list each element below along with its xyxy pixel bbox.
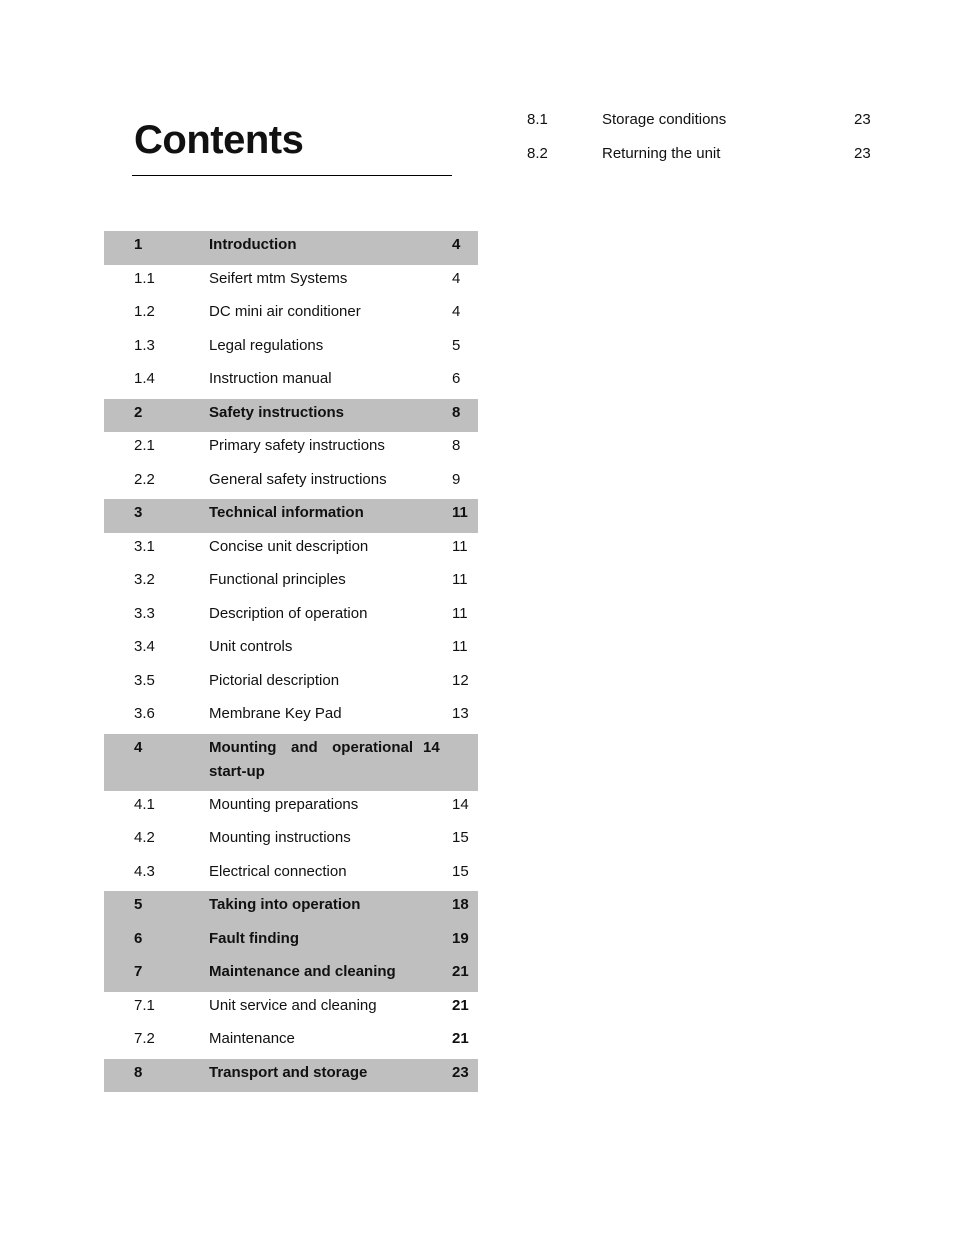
toc-number: 3.5: [134, 671, 155, 689]
toc-number: 1.4: [134, 370, 155, 387]
toc-label: Technical information: [209, 504, 364, 521]
toc-page: 18: [452, 896, 469, 913]
toc-page: 14: [423, 738, 440, 756]
toc-label: Electrical connection: [209, 862, 347, 880]
toc-number: 1.2: [134, 303, 155, 320]
toc-label: Taking into operation: [209, 896, 361, 913]
toc-number: 6: [134, 929, 143, 947]
toc-label: Maintenance: [209, 1030, 295, 1047]
table-of-contents-left: [104, 231, 478, 1092]
toc-row[interactable]: [104, 600, 478, 634]
toc-row[interactable]: [104, 992, 478, 1026]
toc-number: 7.1: [134, 996, 155, 1014]
toc-page: 13: [452, 705, 469, 722]
toc-page: 14: [452, 795, 469, 813]
toc-page: 21: [452, 1030, 469, 1047]
toc-row-chapter[interactable]: [104, 925, 478, 959]
page-title: Contents: [134, 118, 304, 162]
toc-page: 8: [452, 437, 461, 454]
toc-number: 3.3: [134, 604, 155, 622]
toc-number: 3: [134, 504, 143, 521]
toc-row-chapter[interactable]: [104, 891, 478, 925]
toc-label: Storage conditions: [602, 111, 727, 128]
toc-page: 11: [452, 638, 468, 655]
toc-row[interactable]: [104, 332, 478, 366]
toc-page: 21: [452, 996, 469, 1014]
toc-label: Introduction: [209, 236, 297, 253]
toc-page: 4: [452, 236, 461, 253]
toc-page: 4: [452, 269, 461, 287]
toc-row[interactable]: [104, 633, 478, 667]
toc-page: 23: [452, 1063, 469, 1081]
toc-number: 8.1: [527, 111, 548, 128]
toc-row[interactable]: [497, 140, 877, 174]
toc-row[interactable]: [104, 298, 478, 332]
toc-row[interactable]: [104, 700, 478, 734]
toc-page: 19: [452, 929, 469, 947]
toc-page: 6: [452, 370, 461, 387]
toc-row[interactable]: [104, 1025, 478, 1059]
toc-page: 8: [452, 403, 461, 421]
toc-row[interactable]: [104, 533, 478, 567]
toc-label: Membrane Key Pad: [209, 705, 342, 722]
toc-number: 1.1: [134, 269, 155, 287]
toc-row[interactable]: [104, 265, 478, 299]
toc-label: Legal regulations: [209, 336, 324, 354]
toc-label: Concise unit description: [209, 537, 369, 555]
toc-row[interactable]: [104, 667, 478, 701]
toc-label: DC mini air conditioner: [209, 303, 361, 320]
toc-row-chapter[interactable]: [104, 958, 478, 992]
toc-page: 12: [452, 671, 469, 689]
toc-label: Safety instructions: [209, 403, 345, 421]
toc-page: 23: [854, 111, 871, 128]
toc-page: 15: [452, 862, 469, 880]
toc-label: Fault finding: [209, 929, 299, 947]
toc-label: Transport and storage: [209, 1063, 368, 1081]
toc-number: 3.6: [134, 705, 155, 722]
toc-row[interactable]: [104, 566, 478, 600]
toc-row[interactable]: [104, 858, 478, 892]
toc-label: Unit service and cleaning: [209, 996, 377, 1014]
toc-page: 11: [452, 571, 468, 588]
toc-row-chapter[interactable]: [104, 399, 478, 433]
toc-row[interactable]: [104, 824, 478, 858]
toc-label: General safety instructions: [209, 470, 387, 488]
toc-number: 4.3: [134, 862, 155, 880]
toc-label: Returning the unit: [602, 144, 721, 162]
toc-number: 4: [134, 738, 143, 756]
toc-row-chapter[interactable]: [104, 499, 478, 533]
title-divider: [132, 175, 452, 176]
toc-number: 5: [134, 896, 143, 913]
toc-row[interactable]: [497, 106, 877, 140]
toc-number: 7.2: [134, 1030, 155, 1047]
toc-number: 8: [134, 1063, 143, 1081]
toc-label: Unit controls: [209, 638, 293, 655]
toc-row[interactable]: [104, 466, 478, 500]
toc-number: 7: [134, 963, 143, 980]
toc-page: 9: [452, 470, 461, 488]
toc-row-chapter[interactable]: [104, 734, 478, 791]
toc-label: Description of operation: [209, 604, 368, 622]
toc-number: 4.2: [134, 829, 155, 846]
toc-number: 3.2: [134, 571, 155, 588]
toc-number: 1.3: [134, 336, 155, 354]
toc-row-chapter[interactable]: [104, 1059, 478, 1093]
toc-number: 4.1: [134, 795, 155, 813]
toc-page: 5: [452, 336, 461, 354]
toc-number: 3.1: [134, 537, 155, 555]
toc-label: Seifert mtm Systems: [209, 269, 348, 287]
toc-label: Mounting instructions: [209, 829, 351, 846]
toc-number: 1: [134, 236, 143, 253]
toc-row[interactable]: [104, 791, 478, 825]
toc-number: 2.1: [134, 437, 155, 454]
toc-page: 11: [452, 604, 468, 622]
toc-label: Primary safety instructions: [209, 437, 385, 454]
toc-row-chapter[interactable]: [104, 231, 478, 265]
toc-label: Instruction manual: [209, 370, 332, 387]
toc-number: 2.2: [134, 470, 155, 488]
toc-row[interactable]: [104, 365, 478, 399]
toc-page: 23: [854, 144, 871, 162]
table-of-contents-right: [497, 106, 877, 173]
toc-label: Maintenance and cleaning: [209, 963, 396, 980]
toc-number: 8.2: [527, 144, 548, 162]
toc-page: 11: [452, 504, 468, 521]
toc-number: 2: [134, 403, 143, 421]
toc-number: 3.4: [134, 638, 155, 655]
toc-page: 11: [452, 537, 468, 555]
toc-page: 21: [452, 963, 469, 980]
toc-page: 4: [452, 303, 461, 320]
toc-label: Mounting and operational start-up: [209, 738, 413, 780]
toc-label: Mounting preparations: [209, 795, 359, 813]
toc-label: Functional principles: [209, 571, 346, 588]
toc-label: Pictorial description: [209, 671, 340, 689]
toc-row[interactable]: [104, 432, 478, 466]
toc-page: 15: [452, 829, 469, 846]
